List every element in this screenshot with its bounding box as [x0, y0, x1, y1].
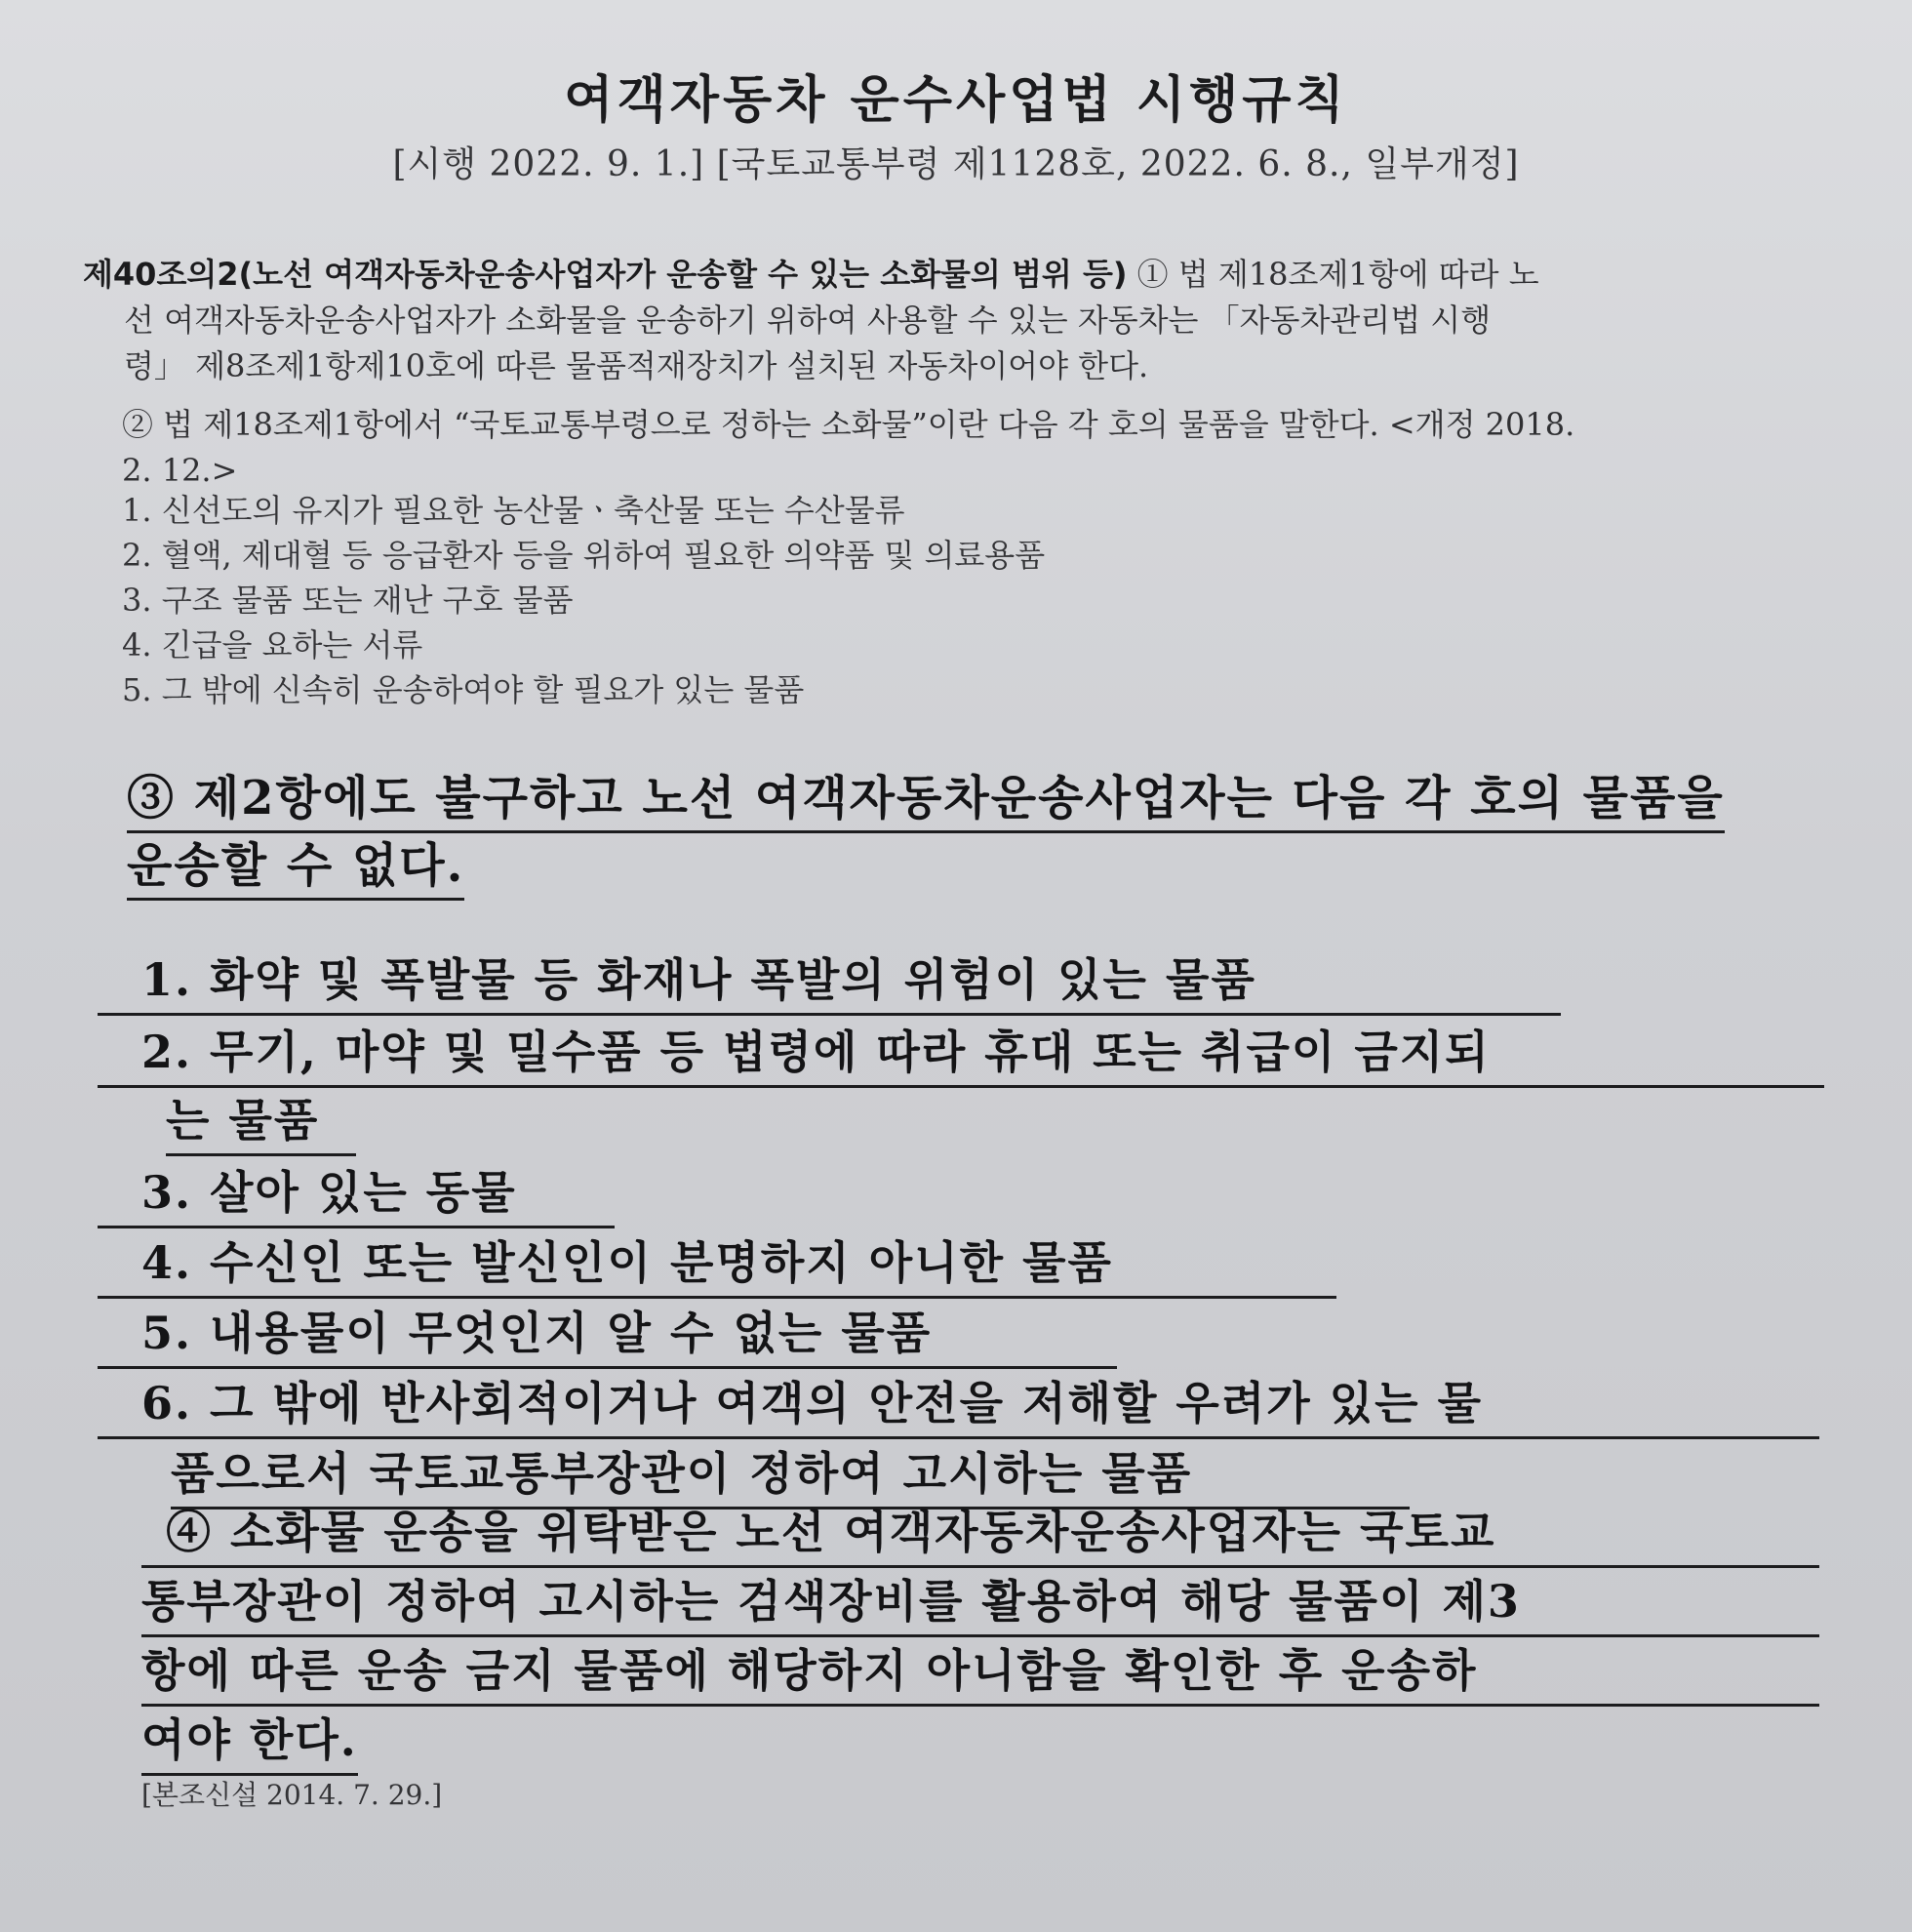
list-item: 3. 구조 물품 또는 재난 구호 물품 [122, 582, 574, 619]
prohibited-item-5: 5. 내용물이 무엇인지 알 수 없는 물품 [98, 1298, 1117, 1369]
para4-line4: 여야 한다. [141, 1707, 358, 1776]
amendment-note: [본조신설 2014. 7. 29.] [141, 1779, 443, 1811]
enforcement-info: [시행 2022. 9. 1.] [국토교통부령 제1128호, 2022. 6. 8., 일부개정] [392, 144, 1520, 184]
para3-line2: 운송할 수 없다. [127, 833, 464, 901]
article-paragraph-4 [141, 1499, 1819, 1776]
para3-line1: ③ 제2항에도 불구하고 노선 여객자동차운송사업자는 다음 각 호의 물품을 [127, 766, 1725, 833]
prohibited-item-1: 1. 화약 및 폭발물 등 화재나 폭발의 위험이 있는 물품 [98, 945, 1561, 1016]
prohibited-item-2: 2. 무기, 마약 및 밀수품 등 법령에 따라 휴대 또는 취급이 금지되 [98, 1017, 1824, 1088]
para2-line2: 2. 12.> [122, 452, 238, 489]
para1-line3: 령」 제8조제1항제10호에 따른 물품적재장치가 설치된 자동차이어야 한다. [124, 347, 1149, 384]
para4-line3: 항에 따른 운송 금지 물품에 해당하지 아니함을 확인한 후 운송하 [141, 1637, 1819, 1707]
list-item: 2. 혈액, 제대혈 등 응급환자 등을 위하여 필요한 의약품 및 의료용품 [122, 537, 1046, 574]
prohibited-item-2-cont: 는 물품 [166, 1085, 356, 1156]
article-paragraph-1 [83, 252, 1849, 389]
list-item: 1. 신선도의 유지가 필요한 농산물ㆍ축산물 또는 수산물류 [122, 492, 905, 529]
para4-line1: ④ 소화물 운송을 위탁받은 노선 여객자동차운송사업자는 국토교 [141, 1499, 1819, 1568]
prohibited-item-6: 6. 그 밖에 반사회적이거나 여객의 안전을 저해할 우려가 있는 물 [98, 1368, 1819, 1439]
document-title: 여객자동차 운수사업법 시행규칙 [564, 71, 1348, 130]
list-item: 5. 그 밖에 신속히 운송하여야 할 필요가 있는 물품 [122, 671, 805, 708]
list-item: 4. 긴급을 요하는 서류 [122, 626, 423, 664]
prohibited-item-3: 3. 살아 있는 동물 [98, 1157, 615, 1228]
prohibited-item-4: 4. 수신인 또는 발신인이 분명하지 아니한 물품 [98, 1228, 1336, 1299]
prohibited-item-6-cont: 품으로서 국토교통부장관이 정하여 고시하는 물품 [171, 1438, 1410, 1509]
para1-start: ① 법 제18조제1항에 따라 노 [1136, 256, 1539, 293]
paragraph-2-items [122, 488, 1045, 712]
para4-line2: 통부장관이 정하여 고시하는 검색장비를 활용하여 해당 물품이 제3 [141, 1568, 1819, 1637]
article-paragraph-3 [127, 766, 1834, 901]
para1-line2: 선 여객자동차운송사업자가 소화물을 운송하기 위하여 사용할 수 있는 자동차는 「자동차관리법 시행 [124, 302, 1492, 339]
para2-line1: ② 법 제18조제1항에서 “국토교통부령으로 정하는 소화물”이란 다음 각 호의 물품을 말한다. <개정 2018. [122, 406, 1575, 443]
article-heading: 제40조의2(노선 여객자동차운송사업자가 운송할 수 있는 소화물의 범위 등) [83, 256, 1128, 293]
article-paragraph-2 [122, 402, 1839, 494]
